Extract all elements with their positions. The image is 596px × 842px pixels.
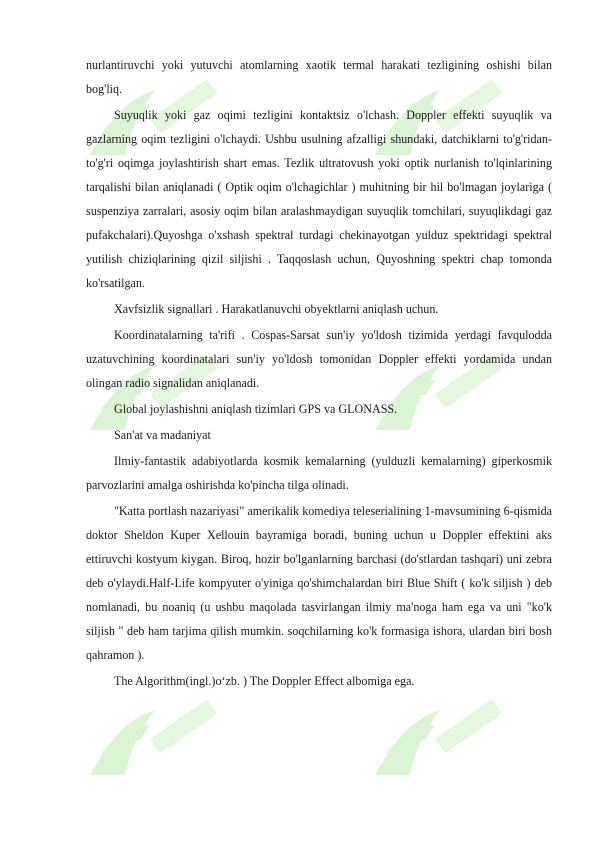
paragraph: Global joylashishni aniqlash tizimlari GPS va GLONASS. [114, 402, 398, 416]
paragraph: Suyuqlik yoki gaz oqimi tezligini kontaktsiz o'lchash. Doppler effekti suyuqlik va gazlarning oqim tezligini o'lchaydi. Ushbu usulning afzalligi shundaki, datchiklarni to'g'ridan-to'g'ri oqimga joylashtirish shart emas. Tezlik ultratovush yoki optik nurlanish to'lqinlarining tarqalishi bilan aniqlanadi ( Optik oqim o'lchagichlar ) muhitning bir hil bo'lmagan joylariga ( suspenziya zarralari, asosiy oqim bilan aralashmaydigan suyuqlik tomchilari, suyuqlikdagi gaz pufakchalari).Quyoshga o'xshash spektral turdagi chekinayotgan yulduz spektridagi spektral yutilish chiziqlarining qizil siljishi . Taqqoslash uchun, Quyoshning spektri chap tomonda ko'rsatilgan. [86, 108, 552, 290]
paragraph: Ilmiy-fantastik adabiyotlarda kosmik kemalarning (yulduzli kemalarning) giperkosmik parvozlarini amalga oshirishda ko'pincha tilga olinadi. [86, 454, 552, 492]
section-heading: San'at va madaniyat [114, 428, 211, 442]
watermark-logo-icon [365, 680, 515, 790]
document-body [86, 53, 552, 695]
paragraph: The Algorithm(ingl.)o‘zb. ) The Doppler Effect albomiga ega. [114, 674, 415, 688]
paragraph: Xavfsizlik signallari . Harakatlanuvchi obyektlarni aniqlash uchun. [114, 302, 439, 316]
paragraph: "Katta portlash nazariyasi" amerikalik komediya teleserialining 1-mavsumining 6-qismida doktor Sheldon Kuper Xellouin bayramiga boradi, buning uchun u Doppler effektini aks ettiruvchi kostyum kiygan. Biroq, hozir bo'lganlarning barchasi (do'stlardan tashqari) uni zebra deb o'ylaydi.Half-Life kompyuter o'yiniga qo'shimchalardan biri Blue Shift ( ko'k siljish ) deb nomlanadi, bu noaniq (u ushbu maqolada tasvirlangan ilmiy ma'noga ham ega va uni "ko'k siljish " deb ham tarjima qilish mumkin. soqchilarning ko'k formasiga ishora, ulardan biri bosh qahramon ). [86, 504, 552, 662]
paragraph: Koordinatalarning ta'rifi . Cospas-Sarsat sun'iy yo'ldosh tizimida yerdagi favqulodda uzatuvchining koordinatalari sun'iy yo'ldosh tomonidan Doppler effekti yordamida undan olingan radio signalidan aniqlanadi. [86, 328, 552, 390]
watermark-logo-icon [80, 680, 230, 790]
paragraph: nurlantiruvchi yoki yutuvchi atomlarning xaotik termal harakati tezligining oshishi bilan bog'liq. [86, 58, 552, 96]
